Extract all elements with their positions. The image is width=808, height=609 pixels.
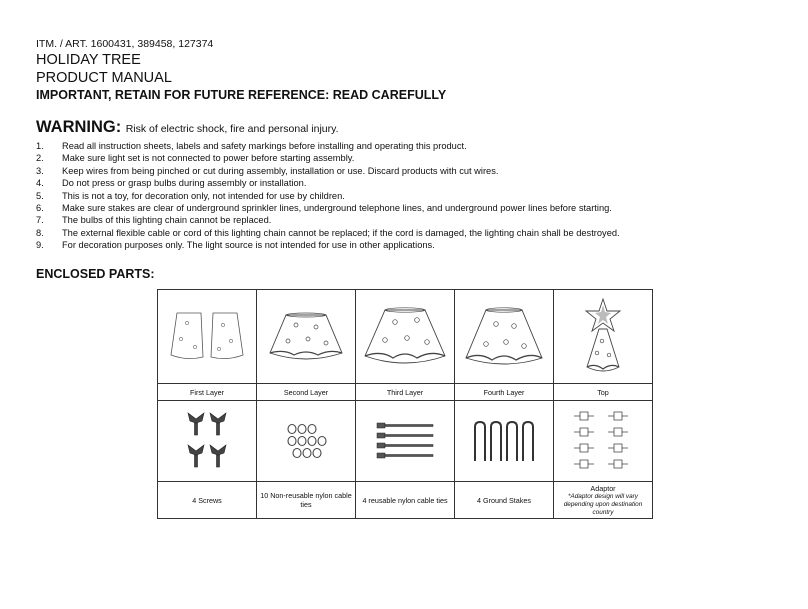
label-ground-stakes: 4 Ground Stakes bbox=[455, 482, 554, 519]
title-product-manual: PRODUCT MANUAL bbox=[36, 70, 172, 86]
list-item: 2. Make sure light set is not connected to power before starting assembly. bbox=[36, 153, 355, 164]
warning-list bbox=[36, 140, 776, 252]
label-fourth-layer: Fourth Layer bbox=[455, 384, 554, 401]
adaptor-note: *Adaptor design will vary depending upon destination country bbox=[563, 492, 643, 516]
ground-stakes-image bbox=[455, 401, 554, 482]
label-nylon-ties: 10 Non-reusable nylon cable ties bbox=[257, 482, 356, 519]
parts-table bbox=[157, 289, 653, 519]
list-item: 4. Do not press or grasp bulbs during assembly or installation. bbox=[36, 178, 307, 189]
warning-text: Risk of electric shock, fire and personal injury. bbox=[125, 123, 339, 135]
label-second-layer: Second Layer bbox=[257, 384, 356, 401]
warning-line bbox=[36, 118, 776, 138]
label-adaptor: Adaptor bbox=[590, 483, 616, 493]
list-item: 1. Read all instruction sheets, labels and safety markings before installing and operating this product. bbox=[36, 141, 467, 151]
list-item: 9. For decoration purposes only. The light source is not intended for use in other applications. bbox=[36, 240, 435, 251]
manual-page bbox=[36, 38, 776, 282]
warning-label: WARNING: bbox=[36, 118, 122, 136]
list-item: 6. Make sure stakes are clear of underground sprinkler lines, underground telephone lines, and underground power lines before starting. bbox=[36, 203, 612, 214]
top-image bbox=[554, 290, 653, 384]
important-notice: IMPORTANT, RETAIN FOR FUTURE REFERENCE: READ CAREFULLY bbox=[36, 88, 447, 102]
label-first-layer: First Layer bbox=[158, 384, 257, 401]
list-item: 3. Keep wires from being pinched or cut during assembly, installation or use. Discard products with cut wires. bbox=[36, 165, 499, 176]
enclosed-parts-heading: ENCLOSED PARTS: bbox=[36, 266, 155, 281]
list-item: 7. The bulbs of this lighting chain cannot be replaced. bbox=[36, 215, 272, 226]
screws-image bbox=[158, 401, 257, 482]
reusable-ties-image bbox=[356, 401, 455, 482]
first-layer-image bbox=[158, 290, 257, 384]
list-item: 5. This is not a toy, for decoration only, not intended for use by children. bbox=[36, 190, 345, 201]
item-numbers: ITM. / ART. 1600431, 389458, 127374 bbox=[36, 38, 214, 50]
fourth-layer-image bbox=[455, 290, 554, 384]
nylon-ties-image bbox=[257, 401, 356, 482]
second-layer-image bbox=[257, 290, 356, 384]
title-holiday-tree: HOLIDAY TREE bbox=[36, 52, 141, 68]
label-top: Top bbox=[554, 384, 653, 401]
list-item: 8. The external flexible cable or cord of this lighting chain cannot be replaced; if the cord is damaged, the lighting chain shall be destroyed. bbox=[36, 227, 620, 238]
label-third-layer: Third Layer bbox=[356, 384, 455, 401]
label-adaptor-cell bbox=[554, 482, 653, 519]
label-screws: 4 Screws bbox=[158, 482, 257, 519]
third-layer-image bbox=[356, 290, 455, 384]
adaptor-image bbox=[554, 401, 653, 482]
label-reusable-ties: 4 reusable nylon cable ties bbox=[356, 482, 455, 519]
